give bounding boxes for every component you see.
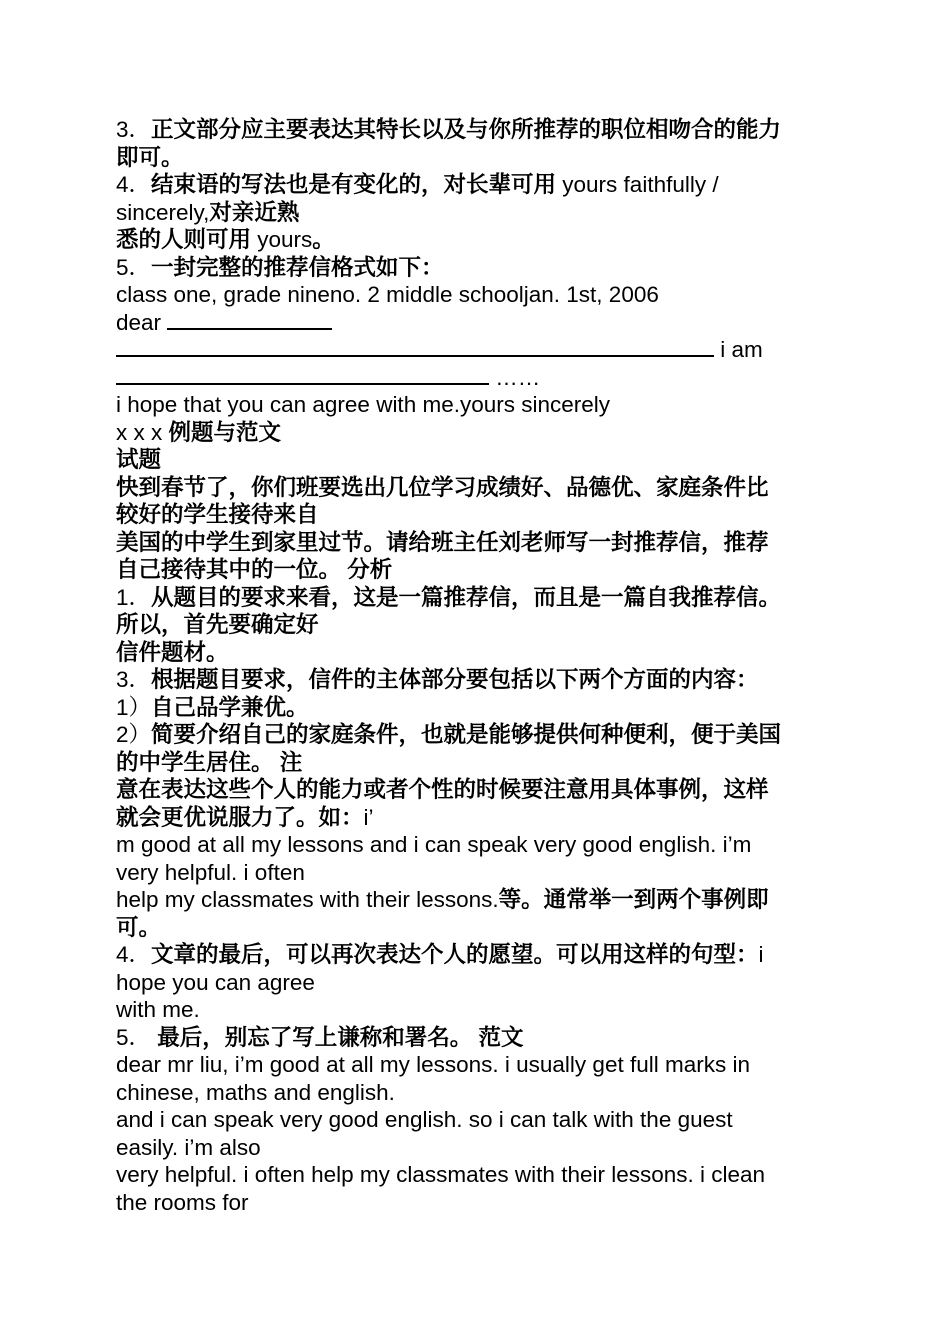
text-segment: 自己接待其中的一位。 分析 [116, 557, 393, 582]
text-segment: 5． [116, 1024, 158, 1050]
text-line [116, 886, 836, 914]
text-segment: 试题 [116, 447, 162, 472]
text-segment: 自己品学兼优。 [151, 694, 309, 720]
text-segment: 1） [116, 694, 152, 720]
text-segment: 等。通常举一到两个事例即 [498, 887, 769, 912]
text-segment: dear mr liu, i’m good at all my lessons. i usually get full marks in [116, 1052, 750, 1077]
text-segment: 根据题目要求，信件的主体部分要包括以下两个方面的内容： [151, 667, 759, 692]
text-segment: 4． [116, 172, 152, 197]
text-line [116, 419, 836, 447]
text-segment: i am [714, 337, 763, 362]
text-line [116, 529, 836, 557]
blank-underline [167, 309, 332, 330]
text-line [116, 171, 836, 199]
blank-underline [116, 364, 489, 385]
text-segment: 简要介绍自己的家庭条件，也就是能够提供何种便利，便于美国 [151, 722, 782, 747]
text-segment: class one, grade nineno. 2 middle schooljan. 1st, 2006 [116, 282, 659, 307]
text-segment: 4． [116, 942, 152, 967]
text-line [116, 391, 836, 419]
text-segment: 5． [116, 254, 152, 280]
text-line [116, 804, 836, 832]
text-segment: 文章的最后，可以再次表达个人的愿望。可以用这样的句型： [151, 942, 759, 967]
text-line [116, 364, 836, 392]
text-segment: i hope that you can agree with me.yours sincerely [116, 392, 611, 417]
text-segment: 从题目的要求来看，这是一篇推荐信，而且是一篇自我推荐信。 [151, 584, 782, 610]
text-segment: hope you can agree [116, 969, 315, 995]
text-line [116, 281, 836, 309]
text-segment: 美国的中学生到家里过节。请给班主任刘老师写一封推荐信，推荐 [116, 529, 769, 555]
text-segment: 最后，别忘了写上谦称和署名。 范文 [157, 1024, 524, 1050]
text-line [116, 666, 836, 694]
text-segment: 即可。 [116, 144, 184, 170]
text-line [116, 1161, 836, 1189]
text-segment: yours faithfully / [556, 172, 719, 197]
text-segment: 3． [116, 117, 152, 142]
text-line [116, 556, 836, 584]
text-segment: 信件题材。 [116, 639, 229, 665]
text-line [116, 584, 836, 612]
text-segment: 快到春节了，你们班要选出几位学习成绩好、品德优、家庭条件比 [116, 474, 769, 500]
text-line [116, 776, 836, 804]
text-line [116, 474, 836, 502]
text-line [116, 859, 836, 887]
text-line [116, 116, 836, 144]
text-line [116, 749, 836, 777]
document-body [116, 116, 836, 1216]
text-segment: easily. i’m also [116, 1134, 261, 1160]
text-segment: 2） [116, 722, 152, 747]
text-line [116, 1189, 836, 1217]
text-segment: …… [489, 364, 541, 390]
text-segment: 对亲近熟 [209, 199, 300, 225]
text-line [116, 199, 836, 227]
text-line [116, 1051, 836, 1079]
text-segment: and i can speak very good english. so i can talk with the guest [116, 1107, 733, 1132]
text-line [116, 226, 836, 254]
text-line [116, 721, 836, 749]
text-segment: 所以，首先要确定好 [116, 612, 319, 637]
text-segment: with me. [116, 997, 200, 1022]
text-line [116, 446, 836, 474]
text-segment: 可。 [116, 914, 162, 940]
text-line [116, 1079, 836, 1107]
text-segment: very helpful. i often help my classmates with their lessons. i clean [116, 1162, 766, 1187]
text-line [116, 611, 836, 639]
text-segment: very helpful. i often [116, 859, 305, 885]
text-segment: dear [116, 309, 168, 335]
text-line [116, 914, 836, 942]
text-line [116, 309, 836, 337]
text-line [116, 831, 836, 859]
text-segment: chinese, maths and english. [116, 1079, 395, 1105]
text-segment: the rooms for [116, 1189, 249, 1215]
text-segment: 。 [312, 227, 335, 252]
text-line [116, 694, 836, 722]
text-line [116, 501, 836, 529]
text-segment: i [758, 942, 764, 967]
blank-underline [116, 336, 714, 357]
text-segment: i’ [363, 804, 374, 830]
text-line [116, 144, 836, 172]
text-line [116, 996, 836, 1024]
text-line [116, 1134, 836, 1162]
text-segment: 正文部分应主要表达其特长以及与你所推荐的职位相吻合的能力 [151, 117, 782, 142]
text-line [116, 639, 836, 667]
text-segment: 就会更优说服力了。如： [116, 804, 364, 830]
text-segment: 一封完整的推荐信格式如下： [151, 254, 444, 280]
text-line [116, 1024, 836, 1052]
text-segment: 1． [116, 584, 152, 610]
text-segment: help my classmates with their lessons. [116, 887, 499, 912]
text-line [116, 254, 836, 282]
text-segment: sincerely, [116, 199, 210, 225]
text-segment: 例题与范文 [168, 419, 282, 445]
text-segment: 意在表达这些个人的能力或者个性的时候要注意用具体事例，这样 [116, 777, 769, 802]
text-line [116, 941, 836, 969]
text-segment: 悉的人则可用 [116, 227, 252, 252]
text-segment: yours [251, 227, 313, 252]
text-segment: 较好的学生接待来自 [116, 502, 319, 527]
text-segment: x x x [116, 419, 169, 445]
text-line [116, 969, 836, 997]
text-segment: m good at all my lessons and i can speak very good english. i’m [116, 832, 752, 857]
text-line [116, 1106, 836, 1134]
text-segment: 3． [116, 667, 152, 692]
text-segment: 的中学生居住。 注 [116, 749, 303, 775]
text-line [116, 336, 836, 364]
text-segment: 结束语的写法也是有变化的，对长辈可用 [151, 172, 557, 197]
